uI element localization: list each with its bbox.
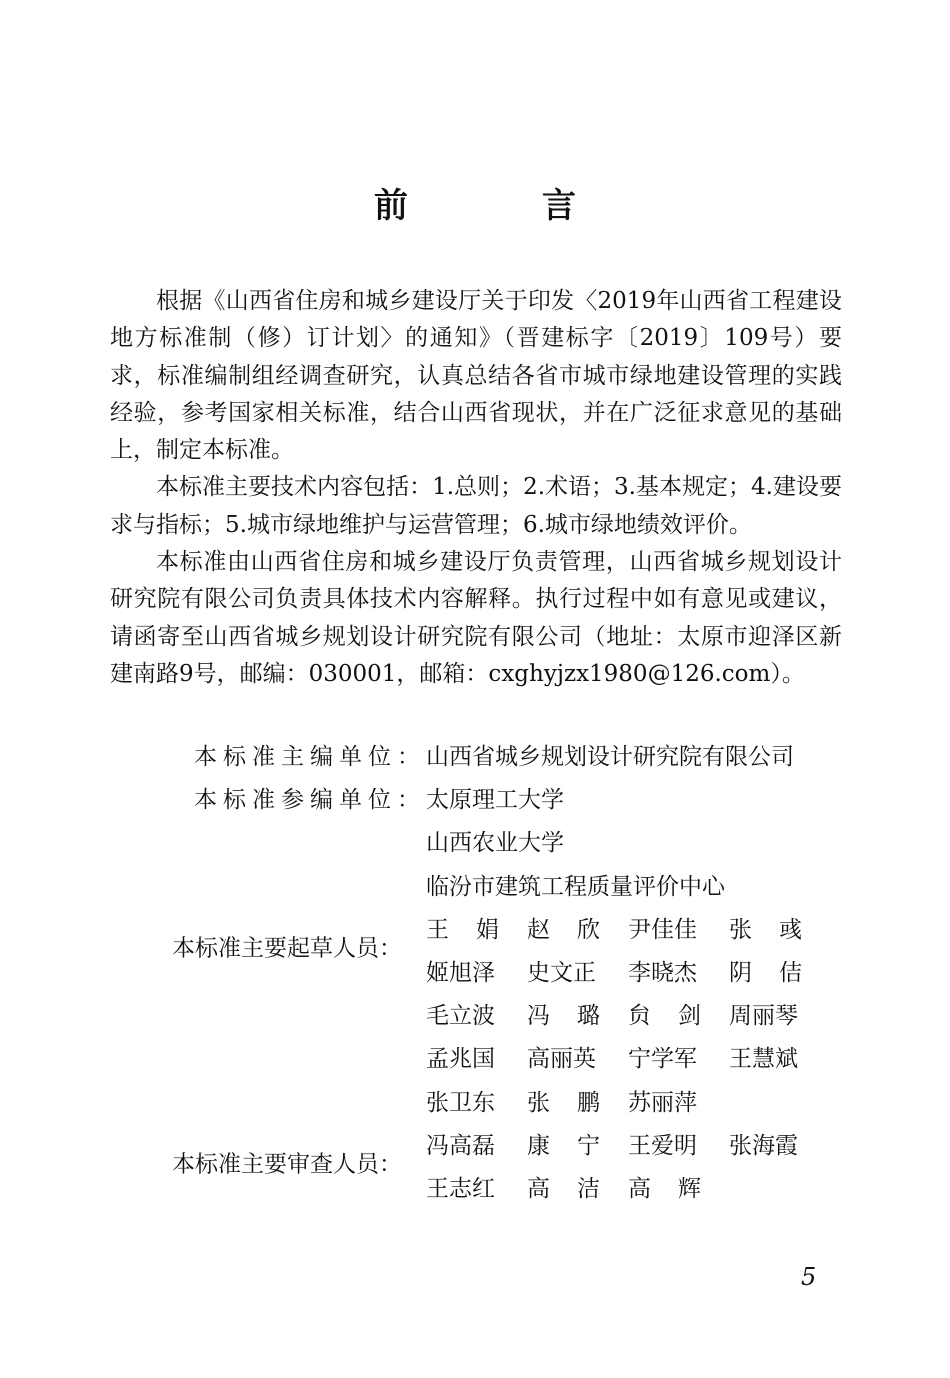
reviewer-name: 冯高磊 <box>426 1132 495 1159</box>
drafter-name: 王娟 <box>426 916 526 943</box>
preface-body <box>110 283 842 693</box>
drafter-name: 周丽琴 <box>729 1003 798 1030</box>
drafter-name: 张鹏 <box>527 1089 627 1116</box>
drafter-name: 尹佳佳 <box>628 916 697 943</box>
drafter-name: 姬旭泽 <box>426 960 495 987</box>
drafters-block <box>110 906 842 1122</box>
paragraph-basis: 根据《山西省住房和城乡建设厅关于印发〈2019年山西省工程建设地方标准制（修）订计划〉的通知》（晋建标字〔2019〕109号）要求，标准编制组经调查研究，认真总结各省市城市绿地建设管理的实践经验，参考国家相关标准，结合山西省现状，并在广泛征求意见的基础上，制定本标准。 <box>110 288 842 464</box>
editor-unit-value: 山西省城乡规划设计研究院有限公司 <box>426 744 794 771</box>
credits <box>110 733 842 1208</box>
name-row <box>110 992 842 1035</box>
drafter-name: 赵欣 <box>527 916 627 943</box>
drafter-name: 李晓杰 <box>628 960 697 987</box>
drafter-name: 苏丽萍 <box>628 1089 697 1116</box>
paragraph-content-summary: 本标准主要技术内容包括：1.总则；2.术语；3.基本规定；4.建设要求与指标；5.城市绿地维护与运营管理；6.城市绿地绩效评价。 <box>110 474 842 538</box>
drafters-label: 本标准主要起草人员： <box>172 935 402 962</box>
drafter-name: 贠剑 <box>628 1003 728 1030</box>
reviewers-block <box>110 1122 842 1208</box>
participating-unit: 临汾市建筑工程质量评价中心 <box>426 873 725 900</box>
page-title: 前 言 <box>374 186 626 226</box>
reviewer-name: 王志红 <box>426 1175 495 1202</box>
participating-unit-row <box>110 819 842 862</box>
participating-unit-row <box>110 776 842 819</box>
reviewer-name: 高辉 <box>628 1175 728 1202</box>
page-number: 5 <box>801 1263 817 1291</box>
drafter-name: 宁学军 <box>628 1046 697 1073</box>
drafter-name: 冯璐 <box>527 1003 627 1030</box>
participating-unit-row <box>110 863 842 906</box>
paragraph-management: 本标准由山西省住房和城乡建设厅负责管理，山西省城乡规划设计研究院有限公司负责具体技术内容解释。执行过程中如有意见或建议，请函寄至山西省城乡规划设计研究院有限公司（地址：太原市迎泽区新建南路9号，邮编：030001，邮箱：cxghyjzx1980@126.com）。 <box>110 549 842 687</box>
participating-units-label: 本标准参编单位： <box>194 787 426 814</box>
drafter-name: 高丽英 <box>527 1046 596 1073</box>
reviewer-name: 张海霞 <box>729 1132 798 1159</box>
reviewer-name: 康宁 <box>527 1132 627 1159</box>
drafter-name: 阴佶 <box>729 960 829 987</box>
reviewer-name: 王爱明 <box>628 1132 697 1159</box>
name-row <box>110 1079 842 1122</box>
drafter-name: 孟兆国 <box>426 1046 495 1073</box>
drafter-name: 张卫东 <box>426 1089 495 1116</box>
editor-unit-label: 本标准主编单位： <box>194 744 426 771</box>
editor-unit-row <box>110 733 842 776</box>
reviewer-name: 高洁 <box>527 1175 627 1202</box>
drafter-name: 王慧斌 <box>729 1046 798 1073</box>
drafter-name: 毛立波 <box>426 1003 495 1030</box>
participating-unit: 山西农业大学 <box>426 830 564 857</box>
drafter-name: 张彧 <box>729 916 829 943</box>
participating-unit: 太原理工大学 <box>426 787 564 814</box>
reviewers-label: 本标准主要审查人员： <box>172 1151 402 1178</box>
name-row <box>110 1035 842 1078</box>
drafter-name: 史文正 <box>527 960 596 987</box>
